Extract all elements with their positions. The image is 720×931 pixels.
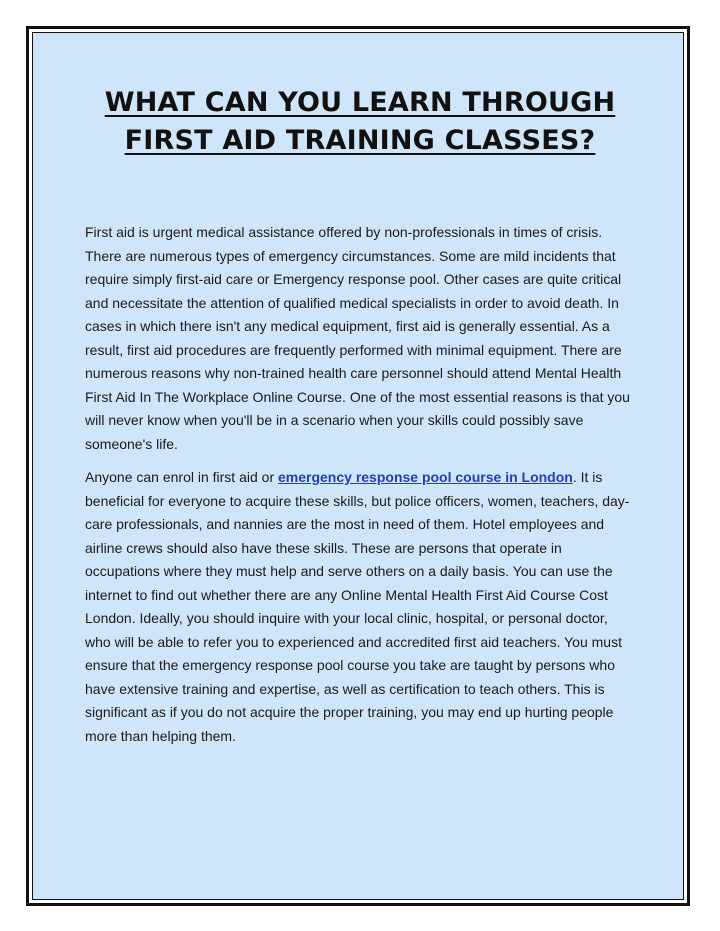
title-line-2: FIRST AID TRAINING CLASSES?	[124, 125, 596, 156]
article-body	[85, 221, 637, 758]
paragraph-2-rest: . It is beneficial for everyone to acquire these skills, but police officers, women, teachers, day-care professionals, and nannies are the most in need of them. Hotel employees and airline crews should also have these skills. These are persons that operate in occupations where they must help and serve others on a daily basis. You can use the internet to find out whether there are any Online Mental Health First Aid Course Cost London. Ideally, you should inquire with your local clinic, hospital, or personal doctor, who will be able to refer you to experienced and accredited first aid teachers. You must ensure that the emergency response pool course you take are taught by persons who have extensive training and expertise, as well as certification to teach others. This is significant as if you do not acquire the proper training, you may end up hurting people more than helping them.	[85, 469, 630, 744]
page-title	[40, 84, 680, 160]
paragraph-1: First aid is urgent medical assistance offered by non-professionals in times of crisis. There are numerous types of emergency circumstances. Some are mild incidents that require simply first-aid care or Emergency response pool. Other cases are quite critical and necessitate the attention of qualified medical specialists in order to avoid death. In cases in which there isn't any medical equipment, first aid is generally essential. As a result, first aid procedures are frequently performed with minimal equipment. There are numerous reasons why non-trained health care personnel should attend Mental Health First Aid In The Workplace Online Course. One of the most essential reasons is that you will never know when you'll be in a scenario when your skills could possibly save someone's life.	[85, 224, 630, 452]
title-line-1: WHAT CAN YOU LEARN THROUGH	[104, 87, 616, 118]
paragraph-2-intro: Anyone can enrol in first aid or	[85, 469, 278, 485]
paragraph-2	[85, 466, 637, 748]
emergency-response-course-link[interactable]: emergency response pool course in London	[278, 469, 573, 485]
